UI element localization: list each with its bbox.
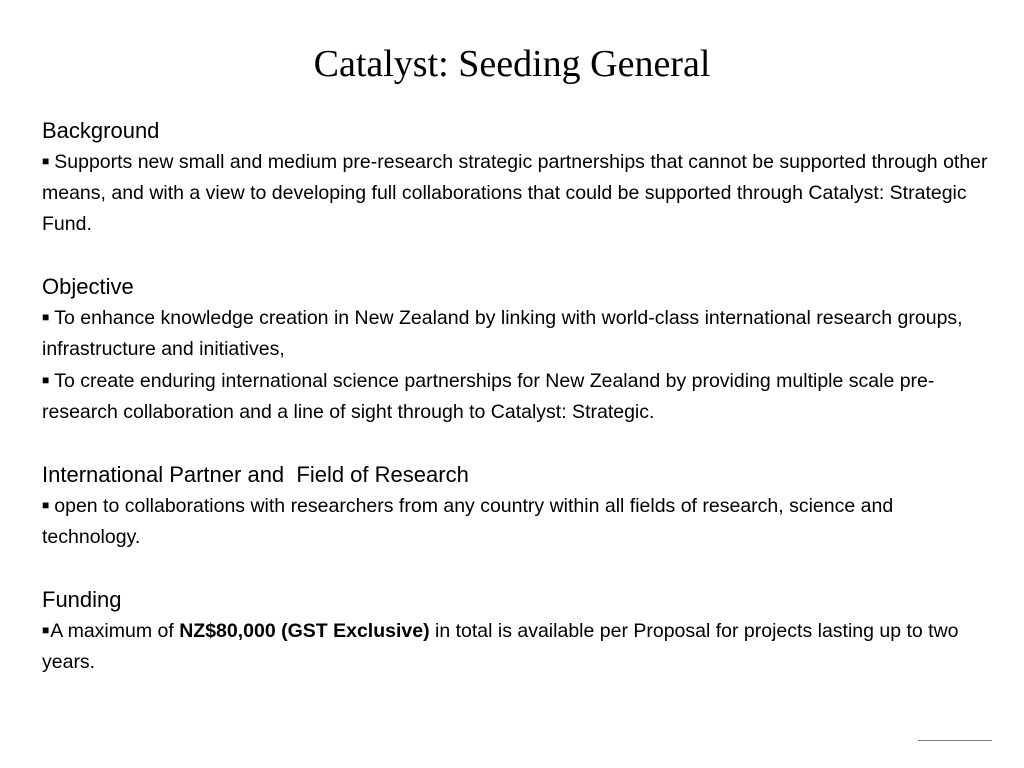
section-partner [42, 459, 992, 553]
funding-text-prefix: A maximum of [50, 620, 180, 642]
section-objective [42, 271, 992, 428]
section-heading: International Partner and Field of Research [42, 462, 469, 487]
bullet-text: To enhance knowledge creation in New Zealand by linking with world-class international research groups, infrastructure and initiatives, [42, 307, 963, 360]
square-bullet-icon: ■ [42, 154, 50, 168]
bullet-text: To create enduring international science partnerships for New Zealand by providing multiple scale pre-research collaboration and a line of sight through to Catalyst: Strategic. [42, 370, 935, 423]
section-background [42, 115, 992, 240]
funding-text-suffix: in total is available per Proposal for projects lasting up to two years. [42, 620, 959, 673]
bullet-item [42, 365, 992, 428]
section-funding [42, 584, 992, 678]
bullet-item [42, 490, 992, 553]
bullet-item [42, 146, 992, 240]
bullet-item [42, 615, 992, 678]
bullet-text: Supports new small and medium pre-research strategic partnerships that cannot be supported through other means, and with a view to developing full collaborations that could be supported through Catalyst: Strategic Fund. [42, 151, 988, 235]
section-heading: Funding [42, 587, 122, 612]
section-heading: Objective [42, 274, 134, 299]
slide-title: Catalyst: Seeding General [313, 43, 711, 85]
slide-content [42, 115, 992, 709]
square-bullet-icon: ■ [42, 498, 50, 512]
section-heading: Background [42, 118, 160, 143]
bullet-item [42, 302, 992, 365]
footer-divider [918, 740, 992, 741]
funding-amount: NZ$80,000 (GST Exclusive) [179, 620, 430, 642]
square-bullet-icon: ■ [42, 373, 50, 387]
square-bullet-icon: ■ [42, 623, 50, 637]
bullet-text: open to collaborations with researchers from any country within all fields of research, science and technology. [42, 495, 894, 548]
square-bullet-icon: ■ [42, 310, 50, 324]
